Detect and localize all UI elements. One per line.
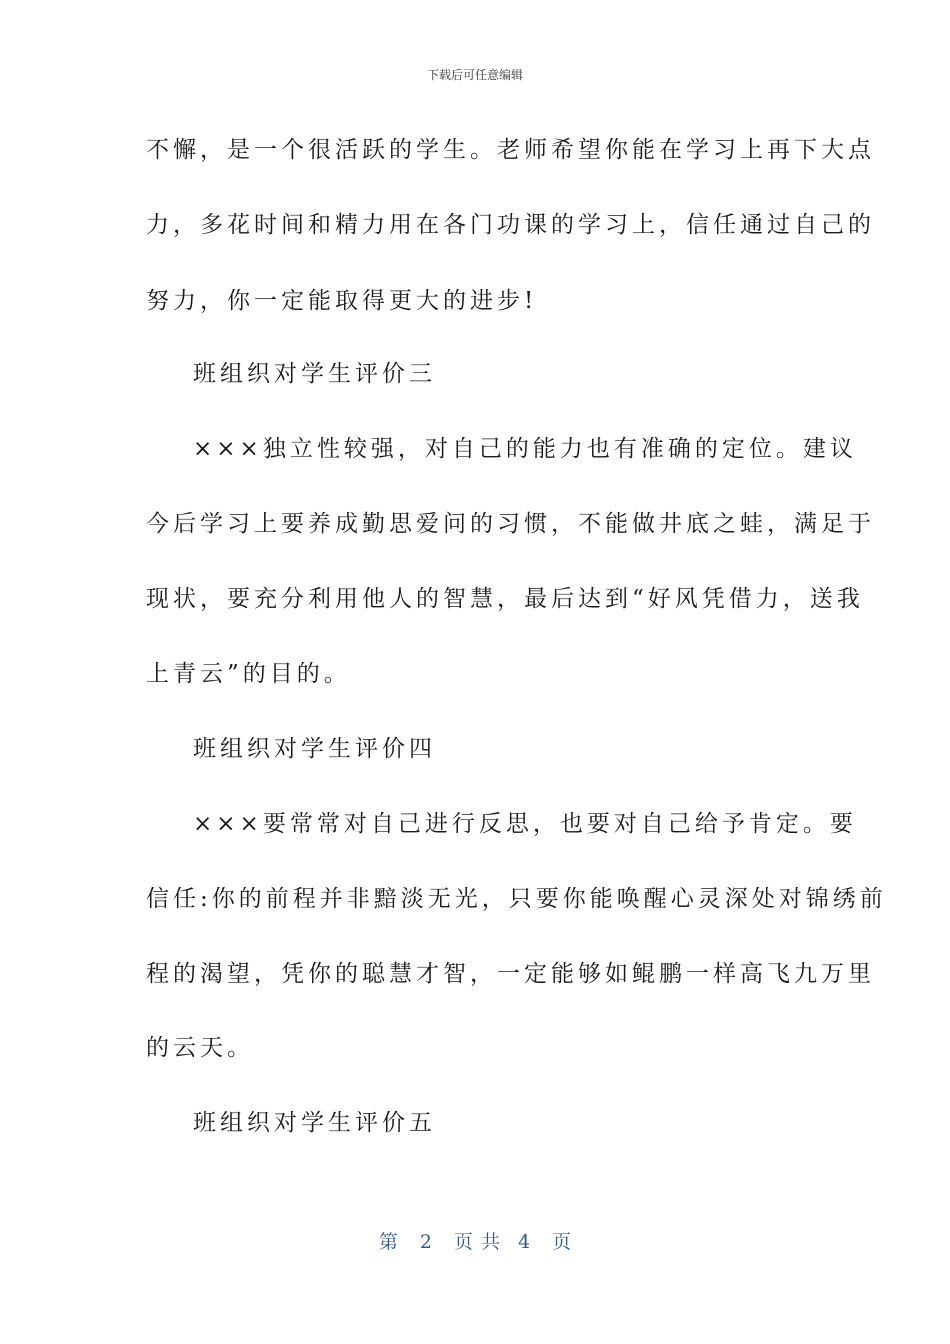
paragraph-line: 力，多花时间和精力用在各门功课的学习上，信任通过自己的 xyxy=(146,212,875,238)
paragraph-line: ×××要常常对自己进行反思，也要对自己给予肯定。要 xyxy=(193,811,857,837)
paragraph-line: 程的渴望，凭你的聪慧才智，一定能够如鲲鹏一样高飞九万里 xyxy=(146,961,875,987)
paragraph-line: 不懈，是一个很活跃的学生。老师希望你能在学习上再下大点 xyxy=(146,137,875,163)
footer-suffix: 页 xyxy=(552,1231,572,1253)
section-heading: 班组织对学生评价五 xyxy=(193,1110,436,1136)
paragraph-line: 今后学习上要养成勤思爱问的习惯，不能做井底之蛙，满足于 xyxy=(146,511,875,537)
footer-prefix: 第 xyxy=(378,1231,398,1253)
paragraph-line: 信任:你的前程并非黯淡无光，只要你能唤醒心灵深处对锦绣前 xyxy=(146,886,887,912)
paragraph-line: 上青云”的目的。 xyxy=(146,661,351,687)
paragraph-line: 现状，要充分利用他人的智慧，最后达到“好风凭借力，送我 xyxy=(146,586,864,612)
paragraph-line: 努力，你一定能取得更大的进步! xyxy=(146,288,538,314)
paragraph-line: ×××独立性较强，对自己的能力也有准确的定位。建议 xyxy=(193,436,857,462)
footer-current-page: 2 xyxy=(419,1231,432,1253)
footer-middle: 页共 xyxy=(453,1231,508,1253)
paragraph-line: 的云天。 xyxy=(146,1035,254,1061)
page-header-note: 下载后可任意编辑 xyxy=(426,68,523,82)
page-number-footer xyxy=(0,1227,950,1254)
footer-total-pages: 4 xyxy=(518,1231,531,1253)
section-heading: 班组织对学生评价四 xyxy=(193,736,436,762)
section-heading: 班组织对学生评价三 xyxy=(193,361,436,387)
